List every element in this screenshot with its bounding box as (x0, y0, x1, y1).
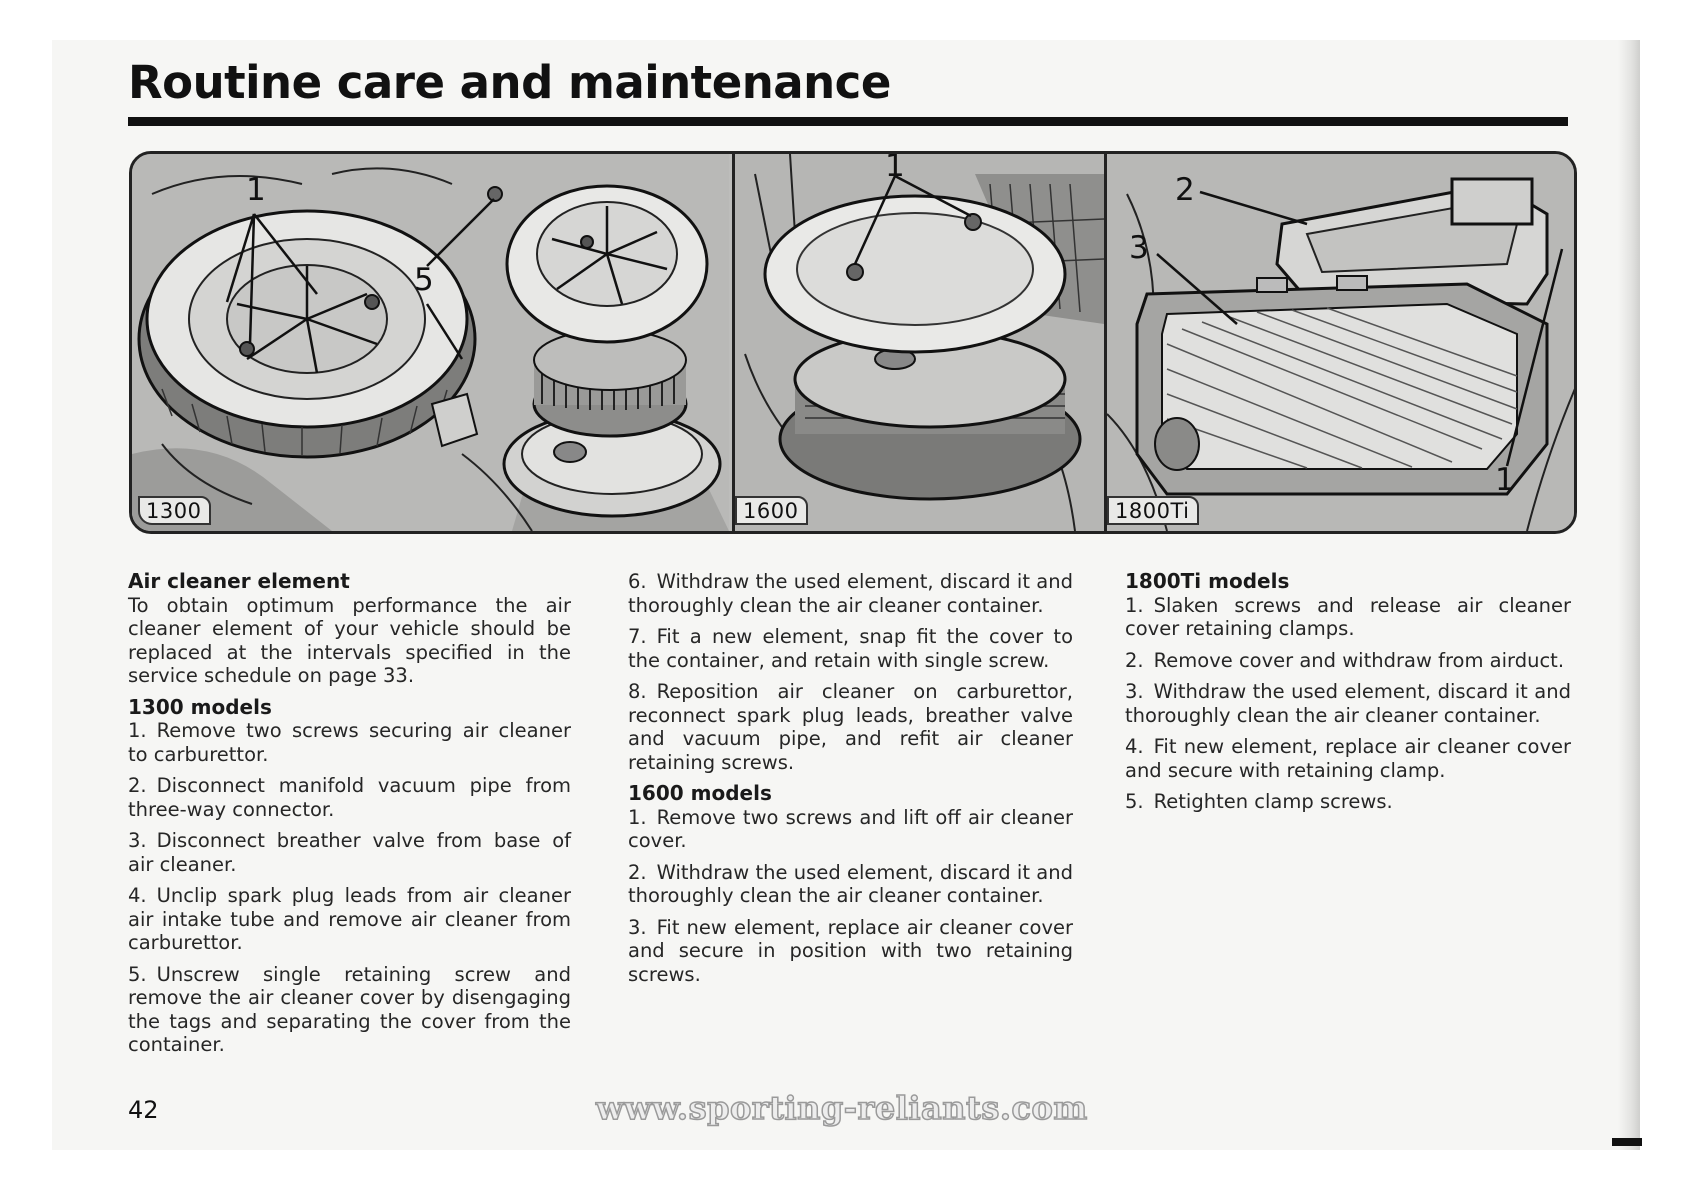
step-1800ti-4: 4. Fit new element, replace air cleaner cover and secure with retaining clamp. (1125, 735, 1571, 782)
air-cleaner-1300-illustration (132, 154, 729, 531)
figure-panel-1800ti (1104, 154, 1577, 531)
text-column-3 (1125, 570, 1571, 822)
callout-1300-retaining-screw: 5 (414, 262, 434, 298)
page-edge-shadow (1618, 40, 1640, 1150)
step-1300-8: 8. Reposition air cleaner on carburettor, reconnect spark plug leads, breather valve and vacuum pipe, and refit air cleaner retaining screws. (628, 680, 1073, 774)
step-1300-6: 6. Withdraw the used element, discard it and thoroughly clean the air cleaner container. (628, 570, 1073, 617)
step-1800ti-1: 1. Slaken screws and release air cleaner cover retaining clamps. (1125, 593, 1571, 640)
step-1600-2: 2. Withdraw the used element, discard it and thoroughly clean the air cleaner container. (628, 860, 1073, 907)
section-heading-air-cleaner: Air cleaner element (128, 569, 350, 593)
intro-paragraph: To obtain optimum performance the air cleaner element of your vehicle should be replaced at the intervals specified in the service schedule on page 33. (128, 593, 571, 687)
callout-1300-screws: 1 (246, 172, 266, 208)
model-label-1300: 1300 (138, 496, 211, 525)
text-column-1 (128, 570, 571, 1065)
step-1300-1: 1. Remove two screws securing air cleaner to carburettor. (128, 719, 571, 766)
step-1300-3: 3. Disconnect breather valve from base of air cleaner. (128, 829, 571, 876)
page-title: Routine care and maintenance (128, 56, 891, 109)
step-1300-4: 4. Unclip spark plug leads from air cleaner air intake tube and remove air cleaner from carburettor. (128, 884, 571, 954)
step-1300-7: 7. Fit a new element, snap fit the cover to the container, and retain with single screw. (628, 625, 1073, 672)
air-cleaner-1600-illustration (735, 154, 1104, 531)
step-1300-2: 2. Disconnect manifold vacuum pipe from three-way connector. (128, 774, 571, 821)
step-1600-1: 1. Remove two screws and lift off air cleaner cover. (628, 805, 1073, 852)
model-label-1600: 1600 (735, 496, 808, 525)
sub-heading-1800ti: 1800Ti models (1125, 569, 1290, 593)
step-1800ti-3: 3. Withdraw the used element, discard it and thoroughly clean the air cleaner container. (1125, 680, 1571, 727)
model-label-1800ti: 1800Ti (1107, 496, 1199, 525)
figure-panel-1300 (132, 154, 729, 531)
sub-heading-1300: 1300 models (128, 694, 272, 719)
step-1600-3: 3. Fit new element, replace air cleaner cover and secure in position with two retaining screws. (628, 915, 1073, 986)
step-1800ti-5: 5. Retighten clamp screws. (1125, 790, 1393, 813)
air-cleaner-figure (129, 151, 1577, 534)
callout-1800ti-element: 3 (1129, 230, 1149, 266)
page-number: 42 (128, 1096, 159, 1124)
page-edge-mark (1612, 1138, 1642, 1146)
title-rule (128, 117, 1568, 126)
sub-heading-1600: 1600 models (628, 781, 772, 805)
callout-1800ti-cover: 2 (1175, 172, 1195, 208)
callout-1800ti-clamp: 1 (1495, 462, 1515, 498)
callout-1600-screws: 1 (885, 154, 905, 184)
step-1800ti-2: 2. Remove cover and withdraw from airduct. (1125, 648, 1565, 672)
watermark-url: www.sporting-reliants.com (596, 1089, 1088, 1127)
figure-panel-1600 (732, 154, 1104, 531)
step-1300-5: 5. Unscrew single retaining screw and remove the air cleaner cover by disengaging the tags and separating the cover from the container. (128, 962, 571, 1056)
text-column-2 (628, 570, 1073, 994)
